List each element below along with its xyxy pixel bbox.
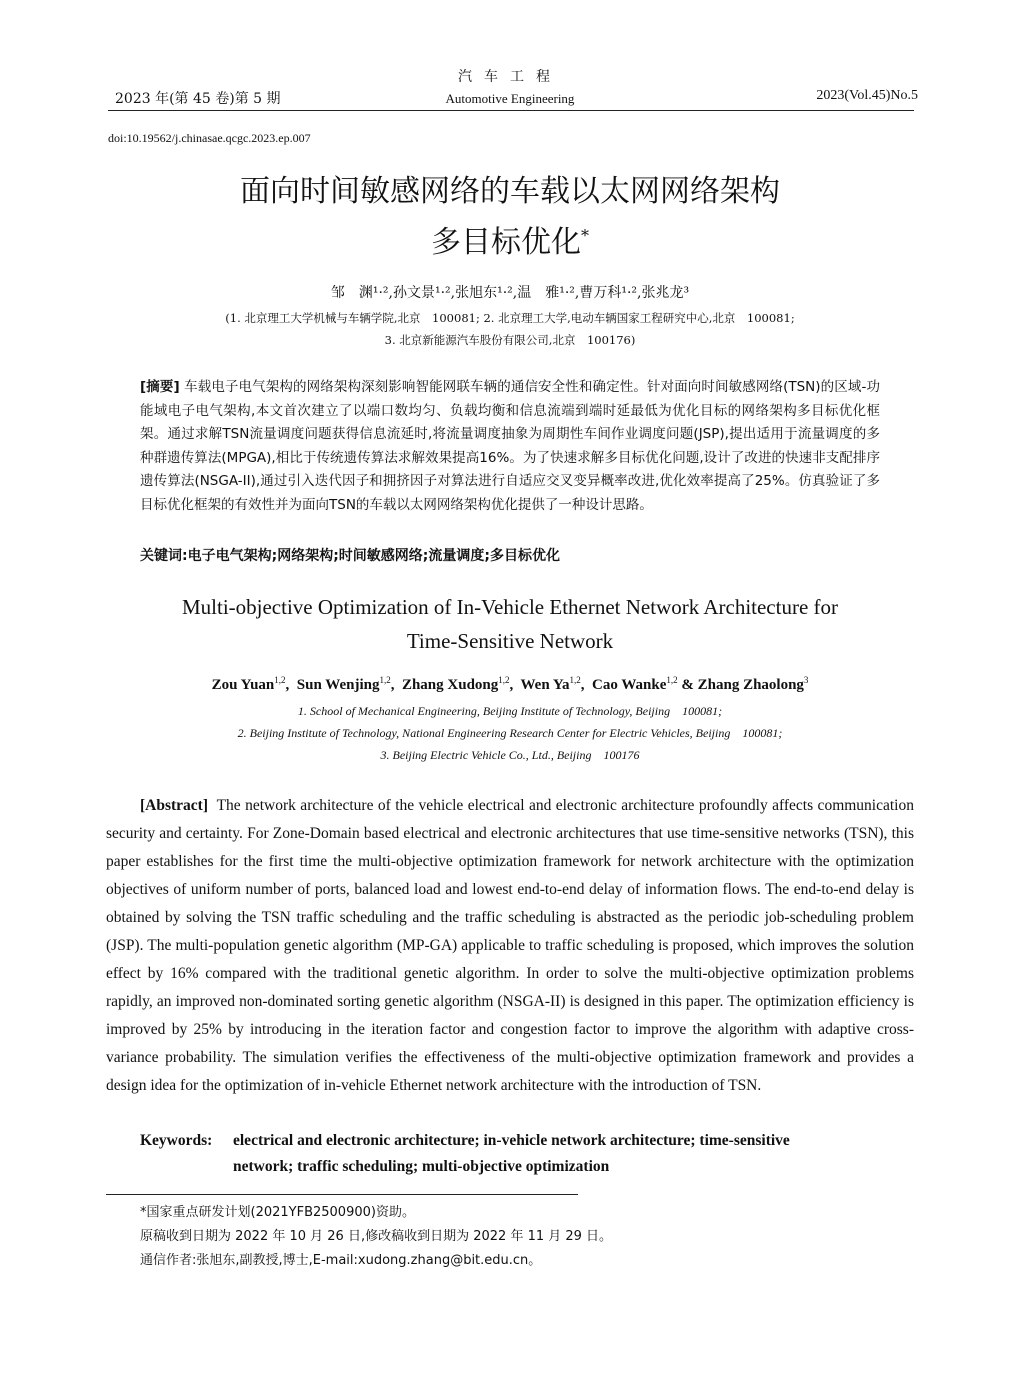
affil-en-line1: 1. School of Mechanical Engineering, Beijing Institute of Technology, Beijing 100081;: [297, 704, 723, 718]
author-en: Cao Wanke$^{1,2}$: [592, 675, 678, 693]
keywords-en-line2: network; traffic scheduling; multi-objective optimization: [233, 1158, 610, 1175]
affiliations-en: [0, 700, 1020, 766]
issue-info-en: 2023(Vol.45)No.5: [816, 88, 918, 103]
title-en: [0, 590, 1020, 658]
journal-name-cn: 汽车工程: [458, 69, 562, 85]
abstract-cn-label: [摘要]: [140, 379, 180, 395]
author-en: Zhang Zhaolong$^3$: [697, 675, 809, 693]
title-cn-line1: 面向时间敏感网络的车载以太网网络架构: [240, 174, 780, 209]
title-cn-line2: 多目标优化: [431, 225, 581, 260]
abstract-cn-text: 车载电子电气架构的网络架构深刻影响智能网联车辆的通信安全性和确定性。针对面向时间敏感网络(TSN)的区域-功能域电子电气架构,本文首次建立了以端口数均匀、负载均衡和信息流端到端时延最低为优化目标的网络架构多目标优化框架。通过求解TSN流量调度问题获得信息流延时,将流量调度抽象为周期性车间作业调度问题(JSP),提出适用于流量调度的多种群遗传算法(MPGA),相比于传统遗传算法求解效果提高16%。为了快速求解多目标优化问题,设计了改进的快速非支配排序遗传算法(NSGA-II),通过引入迭代因子和拥挤因子对算法进行自适应交叉变异概率改进,优化效率提高了25%。仿真验证了多目标优化框架的有效性并为面向TSN的车载以太网网络架构优化提供了一种设计思路。: [140, 379, 880, 513]
author-en: Zhang Xudong$^{1,2}$: [401, 675, 510, 693]
footnotes: [140, 1201, 920, 1273]
keywords-en-label: Keywords:: [140, 1132, 213, 1149]
abstract-cn: [140, 376, 880, 517]
doi[interactable]: doi:10.19562/j.chinasae.qcgc.2023.ep.007: [108, 131, 311, 145]
authors-en: Zou Yuan$^{1,2}$, Sun Wenjing$^{1,2}$, Zhang Xudong$^{1,2}$, Wen Ya$^{1,2}$, Cao Wanke$^{1,2}$ & Zhang Zhaolong$^3$: [211, 675, 809, 693]
title-cn: [0, 170, 1020, 265]
footnote-dates: 原稿收到日期为 2022 年 10 月 26 日,修改稿收到日期为 2022 年 11 月 29 日。: [140, 1229, 613, 1244]
authors-cn: 邹 渊¹·²,孙文景¹·²,张旭东¹·²,温 雅¹·²,曹万科¹·²,张兆龙³: [330, 285, 690, 301]
affil-cn-line1: (1. 北京理工大学机械与车辆学院,北京 100081; 2. 北京理工大学,电动车辆国家工程研究中心,北京 100081;: [225, 311, 795, 325]
abstract-en-text: The network architecture of the vehicle electrical and electronic architecture profoundly affects communication security and certainty. For Zone-Domain based electrical and electronic architectures that use time-sensitive networks (TSN), this paper establishes for the first time the multi-objective optimization framework for network architecture with the optimization objectives of uniform number of ports, balanced load and lowest end-to-end delay of information flows. The end-to-end delay is obtained by solving the TSN traffic scheduling and the traffic scheduling is abstracted as the periodic job-scheduling problem (JSP). The multi-population genetic algorithm (MP-GA) applicable to traffic scheduling is proposed, which improves the solution effect by 16% compared with the traditional genetic algorithm. In order to solve the multi-objective optimization problems rapidly, an improved non-dominated sorting genetic algorithm (NSGA-II) is designed in this paper. The optimization efficiency is improved by 25% by introducing in the iteration factor and congestion factor to improve the algorithm with adaptive cross-variance probability. The simulation verifies the effectiveness of the multi-objective optimization framework and provides a design idea for the optimization of in-vehicle Ethernet network architecture with the introduction of TSN.: [106, 797, 914, 1094]
affil-en-line3: 3. Beijing Electric Vehicle Co., Ltd., Beijing 100176: [380, 748, 640, 762]
affil-cn-line2: 3. 北京新能源汽车股份有限公司,北京 100176): [384, 333, 636, 347]
issue-info-cn: 2023 年(第 45 卷)第 5 期: [115, 91, 281, 107]
author-en: Wen Ya$^{1,2}$: [520, 675, 581, 693]
header-rule: [108, 110, 914, 111]
footnote-contact[interactable]: 通信作者:张旭东,副教授,博士,E-mail:xudong.zhang@bit.edu.cn。: [140, 1253, 542, 1268]
affiliations-cn: [0, 307, 1020, 351]
footnote-rule: [106, 1194, 578, 1195]
footnote-fund: *国家重点研发计划(2021YFB2500900)资助。: [140, 1205, 415, 1220]
keywords-en: [140, 1128, 914, 1180]
title-en-line2: Time-Sensitive Network: [406, 629, 614, 653]
title-en-line1: Multi-objective Optimization of In-Vehicle Ethernet Network Architecture for: [181, 595, 839, 619]
abstract-en-label: [Abstract]: [140, 797, 209, 814]
journal-name-en: Automotive Engineering: [445, 91, 575, 106]
keywords-en-line1: electrical and electronic architecture; in-vehicle network architecture; time-sensitive: [233, 1132, 790, 1149]
abstract-en: [106, 792, 914, 1100]
affil-en-line2: 2. Beijing Institute of Technology, National Engineering Research Center for Electric Vehicles, Beijing 100081;: [237, 726, 783, 740]
title-footnote-mark: *: [581, 226, 589, 245]
author-en: Sun Wenjing$^{1,2}$: [296, 675, 391, 693]
author-en: Zou Yuan$^{1,2}$: [211, 675, 286, 693]
keywords-cn: 关键词:电子电气架构;网络架构;时间敏感网络;流量调度;多目标优化: [140, 548, 560, 564]
